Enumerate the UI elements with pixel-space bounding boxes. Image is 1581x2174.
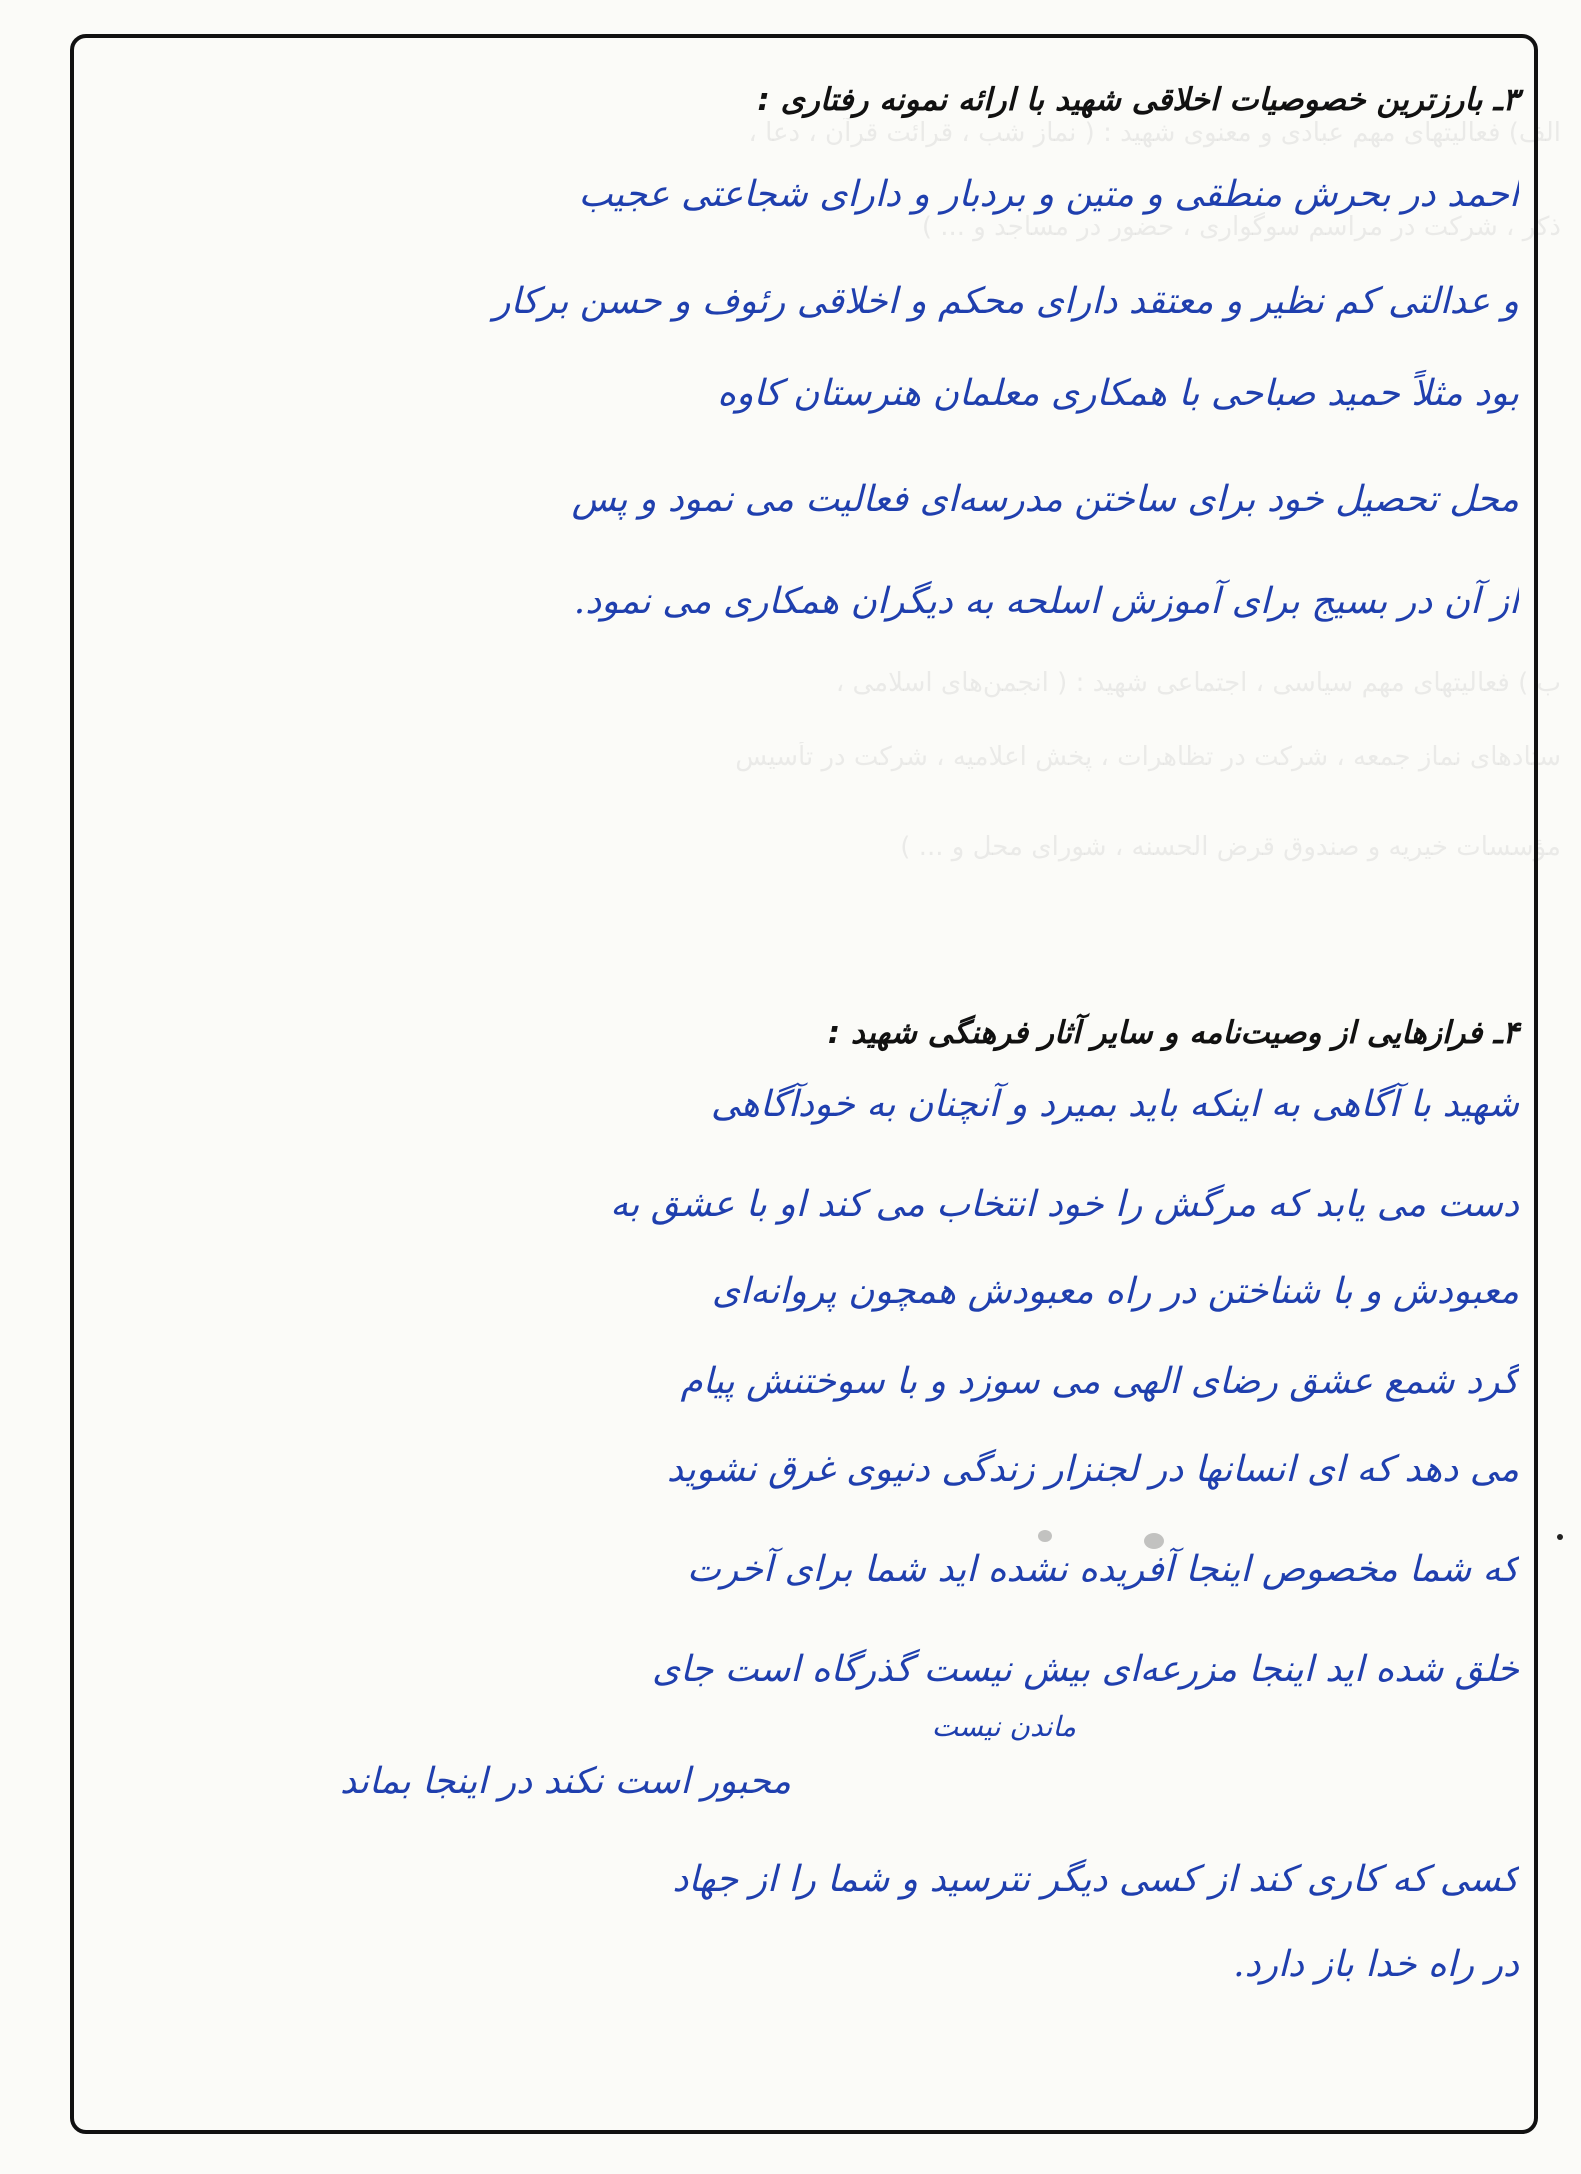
bleed-through-line: ذکر ، شرکت در مراسم سوگواری ، حضور در مساجد و ... ) [921, 212, 1561, 242]
handwritten-line: محبور است نکند در اینجا بماند [340, 1761, 791, 1802]
handwritten-line: در راه خدا باز دارد. [1233, 1944, 1519, 1985]
bleed-through-line: مؤسسات خیریه و صندوق قرض الحسنه ، شورای محل و ... ) [900, 832, 1561, 862]
bleed-through-line: ب ) فعالیتهای مهم سیاسی ، اجتماعی شهید : ( انجمن‌های اسلامی ، [835, 668, 1561, 698]
section-4-heading: ۴ـ فرازهایی از وصیت‌نامه و سایر آثار فرهنگی شهید : [827, 1015, 1519, 1051]
handwritten-line: احمد در بحرش منطقی و متین و بردبار و دارای شجاعتی عجیب [578, 174, 1519, 215]
paper-speck [1144, 1533, 1164, 1549]
paper-speck [1038, 1530, 1052, 1542]
handwritten-line: که شما مخصوص اینجا آفریده نشده اید شما برای آخرت [686, 1549, 1519, 1590]
handwritten-line: خلق شده اید اینجا مزرعه‌ای بیش نیست گذرگاه است جای [651, 1649, 1519, 1690]
handwritten-line: و عدالتی کم نظیر و معتقد دارای محکم و اخلاقی رئوف و حسن برکار [493, 281, 1519, 322]
section-3-heading: ۳ـ بارزترین خصوصیات اخلاقی شهید با ارائه نمونه رفتاری : [757, 82, 1519, 118]
handwritten-line: معبودش و با شناختن در راه معبودش همچون پروانه‌ای [711, 1271, 1519, 1312]
handwritten-line: دست می یابد که مرگش را خود انتخاب می کند او با عشق به [610, 1184, 1519, 1225]
handwritten-line: شهید با آگاهی به اینکه باید بمیرد و آنچنان به خودآگاهی [710, 1084, 1519, 1125]
handwritten-line: محل تحصیل خود برای ساختن مدرسه‌ای فعالیت می نمود و پس [571, 479, 1519, 520]
bleed-through-line: الف) فعالیتهای مهم عبادی و معنوی شهید : ( نماز شب ، قرائت قرآن ، دعا ، [748, 118, 1561, 148]
handwritten-line: از آن در بسیج برای آموزش اسلحه به دیگران همکاری می نمود. [573, 581, 1519, 622]
handwritten-insert: ماندن نیست [931, 1710, 1076, 1743]
margin-dot [1557, 1534, 1563, 1540]
handwritten-line: کسی که کاری کند از کسی دیگر نترسید و شما را از جهاد [672, 1859, 1519, 1900]
handwritten-line: بود مثلاً حمید صباحی با همکاری معلمان هنرستان کاوه [717, 373, 1519, 414]
handwritten-line: می دهد که ای انسانها در لجنزار زندگی دنیوی غرق نشوید [666, 1449, 1519, 1490]
handwritten-line: گرد شمع عشق رضای الهی می سوزد و با سوختنش پیام [680, 1361, 1519, 1402]
bleed-through-line: ستادهای نماز جمعه ، شرکت در تظاهرات ، پخش اعلامیه ، شرکت در تأسیس [735, 742, 1561, 772]
